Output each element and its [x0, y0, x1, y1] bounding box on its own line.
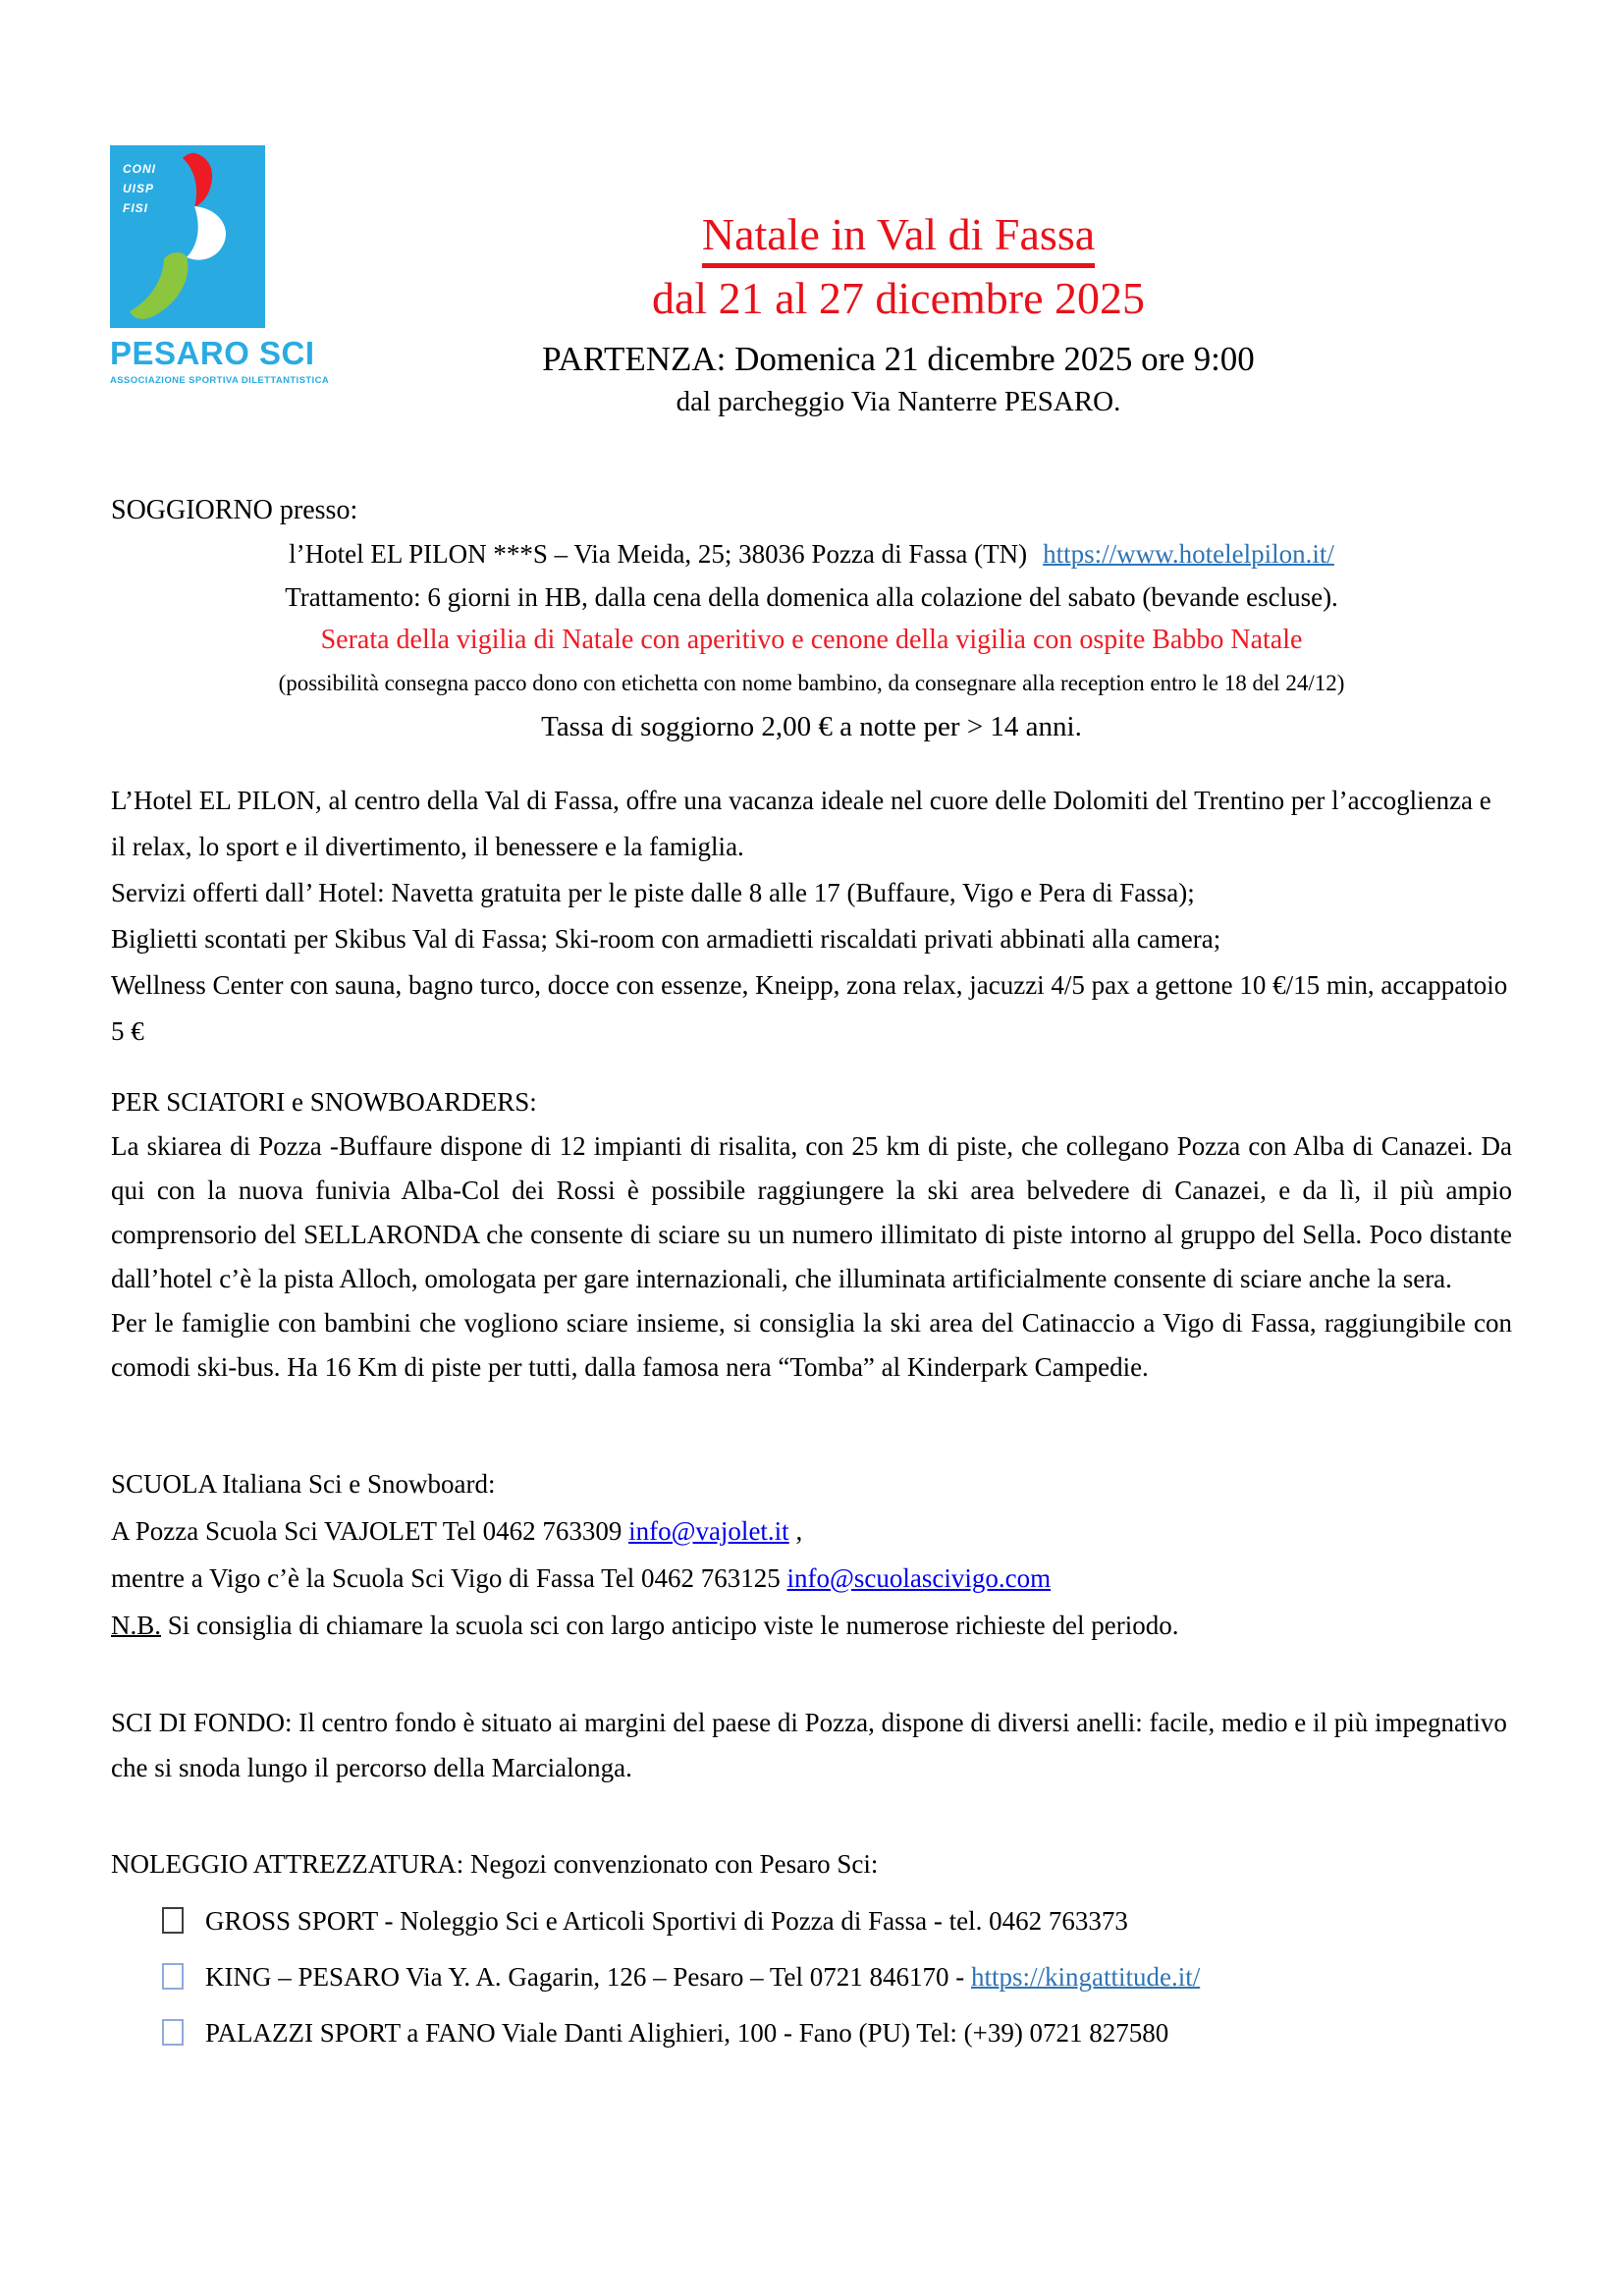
rental-item-line	[205, 1955, 1200, 1999]
list-item	[162, 1955, 1512, 1999]
logo-square	[110, 145, 265, 328]
document-header	[275, 210, 1522, 418]
cross-country-paragraph: SCI DI FONDO: Il centro fondo è situato ai margini del paese di Pozza, dispone di diversi anelli: facile, medio e il più impegnativo che si snoda lungo il percorso della Marcialonga.	[111, 1708, 1507, 1782]
federation-fisi: FISI	[123, 201, 149, 215]
page-subtitle: dal 21 al 27 dicembre 2025	[651, 272, 1146, 323]
rental-list	[111, 1899, 1512, 2055]
hotel-description	[111, 778, 1512, 1055]
list-item	[162, 2011, 1512, 2055]
school-section	[111, 1460, 1512, 1649]
skiers-paragraph: La skiarea di Pozza -Buffaure dispone di 12 impianti di risalita, con 25 km di piste, che collegano Pozza con Alba di Canazei. Da qui con la nuova funivia Alba-Col dei Rossi è possibile raggiungere la ski area belvedere di Canazei, e da lì, il più ampio comprensorio del SELLARONDA che consente di sciare su un numero illimitato di piste intorno al gruppo del Sella. Poco distante dall’hotel c’è la pista Alloch, omologata per gare internazionali, che illuminata artificialmente consente di sciare anche la sera.	[111, 1131, 1512, 1293]
nb-label: N.B.	[111, 1611, 162, 1640]
departure-note: dal parcheggio Via Nanterre PESARO.	[676, 385, 1121, 417]
vajolet-email-link[interactable]: info@vajolet.it	[628, 1516, 789, 1546]
logo-club-name: PESARO SCI	[110, 335, 315, 371]
nb-note	[111, 1602, 1512, 1649]
list-item	[162, 1899, 1512, 1943]
christmas-eve-line: Serata della vigilia di Natale con aperitivo e cenone della vigilia con ospite Babbo Natale	[320, 625, 1303, 655]
federation-coni: CONI	[123, 162, 156, 176]
rental-item-text: GROSS SPORT - Noleggio Sci e Articoli Sportivi di Pozza di Fassa - tel. 0462 763373	[205, 1906, 1128, 1936]
nb-text: Si consiglia di chiamare la scuola sci con largo anticipo viste le numerose richieste del periodo.	[161, 1611, 1179, 1640]
hotel-description-line: Wellness Center con sauna, bagno turco, docce con essenze, Kneipp, zona relax, jacuzzi 4/5 pax a gettone 10 €/15 min, accappatoio 5 €	[111, 970, 1508, 1046]
treatment-line: Trattamento: 6 giorni in HB, dalla cena della domenica alla colazione del sabato (bevande escluse).	[285, 582, 1338, 612]
gift-note: (possibilità consegna pacco dono con etichetta con nome bambino, da consegnare alla reception entro le 18 del 24/12)	[278, 671, 1345, 695]
bullet-icon-2	[162, 2019, 184, 2046]
rental-section	[111, 1841, 1512, 2055]
hotel-address: l’Hotel EL PILON ***S – Via Meida, 25; 38036 Pozza di Fassa (TN)	[289, 539, 1028, 569]
school-pozza-after: ,	[788, 1516, 803, 1546]
families-paragraph: Per le famiglie con bambini che vogliono sciare insieme, si consiglia la ski area del Catinaccio a Vigo di Fassa, raggiungibile con comodi ski-bus. Ha 16 Km di piste per tutti, dalla famosa nera “Tomba” al Kinderpark Campedie.	[111, 1308, 1512, 1382]
federation-uisp: UISP	[123, 182, 155, 195]
bullet-icon-0	[162, 1907, 184, 1934]
hotel-website-link[interactable]: https://www.hotelelpilon.it/	[1043, 539, 1334, 569]
school-pozza-text: A Pozza Scuola Sci VAJOLET Tel 0462 763309	[111, 1516, 629, 1546]
school-vigo-line	[111, 1555, 1512, 1602]
school-pozza-line	[111, 1507, 1512, 1555]
bullet-icon-1	[162, 1963, 184, 1990]
skiers-heading: PER SCIATORI e SNOWBOARDERS:	[111, 1087, 537, 1117]
tourist-tax-line: Tassa di soggiorno 2,00 € a notte per > 14 anni.	[541, 711, 1082, 742]
rental-item-text: KING – PESARO Via Y. A. Gagarin, 126 – Pesaro – Tel 0721 846170 -	[205, 1962, 971, 1992]
cross-country-section	[111, 1700, 1512, 1790]
hotel-description-line: Servizi offerti dall’ Hotel: Navetta gratuita per le piste dalle 8 alle 17 (Buffaure, Vigo e Pera di Fassa);	[111, 878, 1195, 907]
hotel-description-line: L’Hotel EL PILON, al centro della Val di Fassa, offre una vacanza ideale nel cuore delle Dolomiti del Trentino per l’accoglienza e il relax, lo sport e il divertimento, il benessere e la famiglia.	[111, 786, 1491, 861]
scuolascivigo-email-link[interactable]: info@scuolascivigo.com	[786, 1563, 1052, 1593]
kingattitude-link[interactable]: https://kingattitude.it/	[970, 1962, 1201, 1992]
page-title: Natale in Val di Fassa	[702, 210, 1095, 268]
stay-section	[111, 489, 1512, 748]
school-vigo-text: mentre a Vigo c’è la Scuola Sci Vigo di Fassa Tel 0462 763125	[111, 1563, 787, 1593]
rental-item-text: PALAZZI SPORT a FANO Viale Danti Alighieri, 100 - Fano (PU) Tel: (+39) 0721 827580	[205, 2018, 1169, 2048]
logo-association-subtitle: ASSOCIAZIONE SPORTIVA DILETTANTISTICA	[110, 375, 330, 386]
hotel-address-line	[111, 532, 1512, 575]
rental-heading: NOLEGGIO ATTREZZATURA: Negozi convenzionato con Pesaro Sci:	[111, 1849, 879, 1879]
skiers-section	[111, 1080, 1512, 1390]
school-heading: SCUOLA Italiana Sci e Snowboard:	[111, 1469, 496, 1499]
logo-federations	[123, 159, 156, 218]
document-body	[111, 489, 1512, 2055]
stay-heading: SOGGIORNO presso:	[111, 495, 358, 525]
hotel-description-line: Biglietti scontati per Skibus Val di Fassa; Ski-room con armadietti riscaldati privati abbinati alla camera;	[111, 924, 1221, 954]
departure-line: PARTENZA: Domenica 21 dicembre 2025 ore 9:00	[542, 340, 1255, 379]
